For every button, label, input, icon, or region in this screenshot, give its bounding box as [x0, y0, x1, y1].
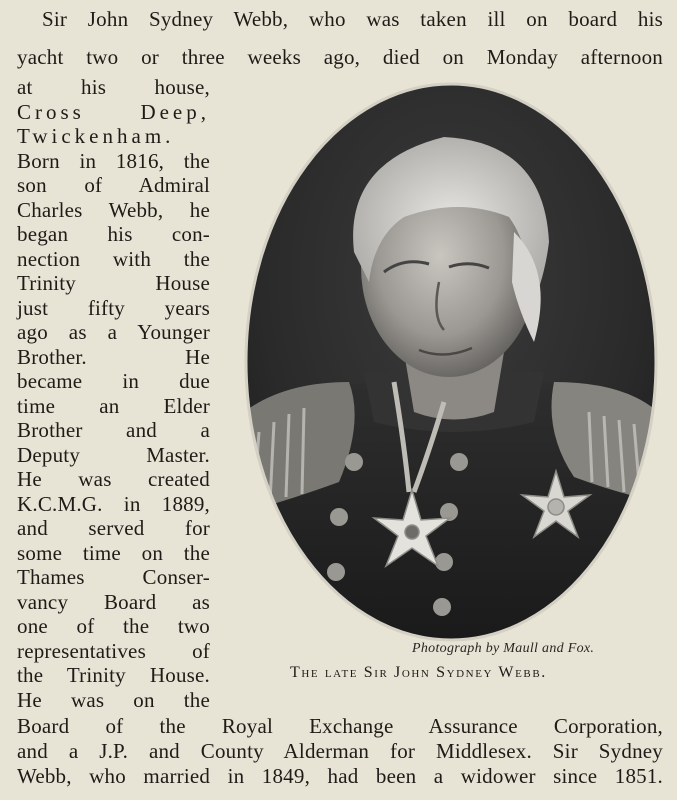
text-line: Brother and a	[17, 418, 210, 442]
text-line: and served for	[17, 516, 210, 540]
text-line: Trinity House	[17, 271, 210, 295]
text-line: just fifty years	[17, 296, 210, 320]
text-line: began his con-	[17, 222, 210, 246]
text-line: Twickenham.	[17, 124, 175, 148]
portrait-photograph	[244, 82, 658, 642]
text-line: one of the two	[17, 614, 210, 638]
text-line: Sir John Sydney Webb, who was taken ill on board his	[42, 7, 663, 31]
text-line: vancy Board as	[17, 590, 210, 614]
text-line: Webb, who married in 1849, had been a widower since 1851.	[17, 764, 663, 788]
text-line: became in due	[17, 369, 210, 393]
text-line: at his house,	[17, 75, 210, 99]
text-line: the Trinity House.	[17, 663, 210, 687]
text-line: Board of the Royal Exchange Assurance Corporation,	[17, 714, 663, 738]
text-line: Charles Webb, he	[17, 198, 210, 222]
text-line: He was on the	[17, 688, 210, 712]
text-line: some time on the	[17, 541, 210, 565]
text-line: K.C.M.G. in 1889,	[17, 492, 210, 516]
text-line: Brother. He	[17, 345, 210, 369]
text-line: time an Elder	[17, 394, 210, 418]
text-line: Born in 1816, the	[17, 149, 210, 173]
text-line: representatives of	[17, 639, 210, 663]
figure-caption: The late Sir John Sydney Webb.	[290, 664, 547, 681]
text-line: Cross Deep,	[17, 100, 210, 124]
text-line: son of Admiral	[17, 173, 210, 197]
text-line: yacht two or three weeks ago, died on Monday afternoon	[17, 45, 663, 69]
text-line: Thames Conser-	[17, 565, 210, 589]
text-line: He was created	[17, 467, 210, 491]
text-line: nection with the	[17, 247, 210, 271]
text-line: and a J.P. and County Alderman for Middlesex. Sir Sydney	[17, 739, 663, 763]
text-line: Deputy Master.	[17, 443, 210, 467]
photo-credit: Photograph by Maull and Fox.	[412, 641, 595, 656]
text-line: ago as a Younger	[17, 320, 210, 344]
